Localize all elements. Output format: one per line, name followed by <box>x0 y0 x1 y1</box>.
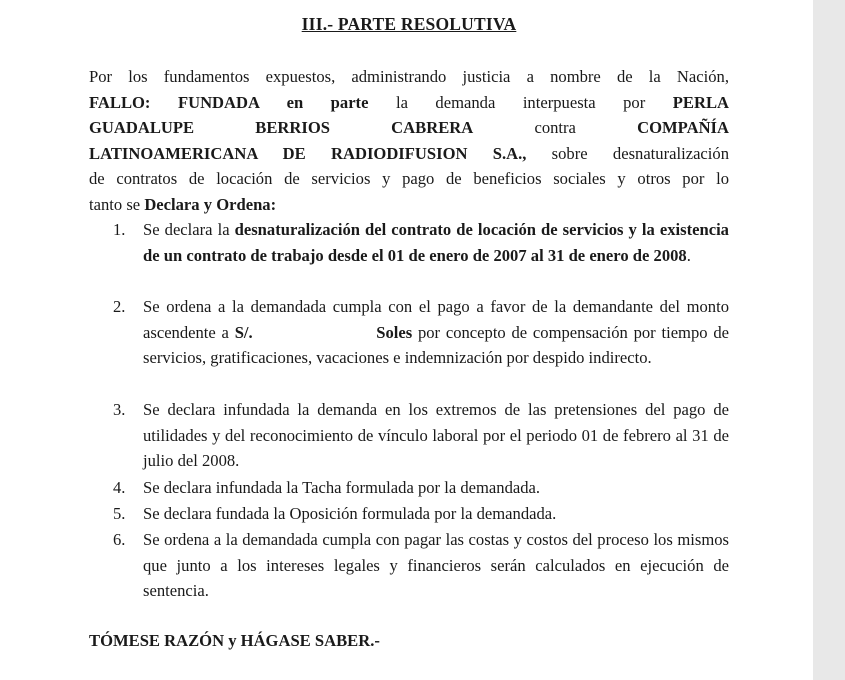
closing-statement: TÓMESE RAZÓN y HÁGASE SABER.- <box>89 631 380 650</box>
plaintiff-name-2: GUADALUPE BERRIOS CABRERA <box>89 118 474 137</box>
item-text: Se ordena a la demandada cumpla con pagar las costas y costos del proceso los mismos que junto a los intereses legales y financieros serán calculados en ejecución de sentencia. <box>143 530 729 600</box>
list-item <box>113 501 729 527</box>
defendant-name-1: COMPAÑÍA <box>637 118 729 137</box>
section-title: III.- PARTE RESOLUTIVA <box>301 14 517 34</box>
item-text: Se declara infundada la Tacha formulada por la demandada. <box>143 478 541 497</box>
contra-text: contra <box>534 118 576 137</box>
item-text-end: . <box>686 245 691 265</box>
viewer-side-margin <box>813 0 845 680</box>
fallo-label: FALLO: FUNDADA en parte <box>89 92 369 112</box>
item-number: 4. <box>113 478 126 497</box>
item-text: Se declara infundada la demanda en los extremos de las pretensiones del pago de utilidades y del reconocimiento de vínculo laboral por el periodo 01 de febrero al 31 de julio del 2008. <box>143 400 729 470</box>
intro-line-3 <box>89 115 729 141</box>
item-number: 2. <box>113 297 126 316</box>
intro-text-4: sobre desnaturalización <box>526 143 730 163</box>
soles-label: Soles <box>376 322 413 342</box>
intro-line-2 <box>89 90 729 116</box>
intro-text-5: de contratos de locación de servicios y pago de beneficios sociales y otros por lo <box>89 169 729 188</box>
list-item <box>113 475 729 501</box>
list-item <box>113 527 729 604</box>
list-item <box>113 294 729 371</box>
ordena-label: Ordena: <box>216 194 277 214</box>
intro-text-2: la demanda interpuesta por <box>368 92 673 112</box>
item-text: Se declara la <box>143 220 235 239</box>
plaintiff-name-1: PERLA <box>672 92 729 112</box>
intro-line-1 <box>89 64 729 90</box>
intro-paragraph <box>89 64 729 217</box>
intro-text-6: tanto se <box>89 194 145 214</box>
item-bold-text: desnaturalización del contrato de locación de servicios y la existencia de un contrato de trabajo desde el 01 de enero de 2007 al 31 de enero de 2008 <box>143 220 729 265</box>
y-text: y <box>199 194 217 214</box>
item-number: 5. <box>113 504 126 523</box>
list-item <box>113 217 729 268</box>
list-item <box>113 397 729 474</box>
intro-text-1: Por los fundamentos expuestos, administrando justicia a nombre de la Nación, <box>89 67 729 86</box>
currency-label: S/. <box>234 322 253 342</box>
intro-line-4 <box>89 141 729 167</box>
intro-line-6 <box>89 192 729 218</box>
defendant-name-2: LATINOAMERICANA DE RADIODIFUSION S.A., <box>89 143 527 163</box>
item-number: 6. <box>113 530 126 549</box>
item-number: 3. <box>113 400 126 419</box>
item-text: Se declara fundada la Oposición formulada por la demandada. <box>143 504 557 523</box>
item-text: Se ordena a la demandada cumpla con el pago a favor de la demandante del monto ascendente a <box>143 297 729 342</box>
intro-line-5 <box>89 166 729 192</box>
redacted-amount <box>258 328 370 340</box>
item-number: 1. <box>113 220 126 239</box>
declara-label: Declara <box>144 194 200 214</box>
item-text-end: por concepto de compensación por tiempo de servicios, gratificaciones, vacaciones e indemnización por despido indirecto. <box>143 322 729 367</box>
